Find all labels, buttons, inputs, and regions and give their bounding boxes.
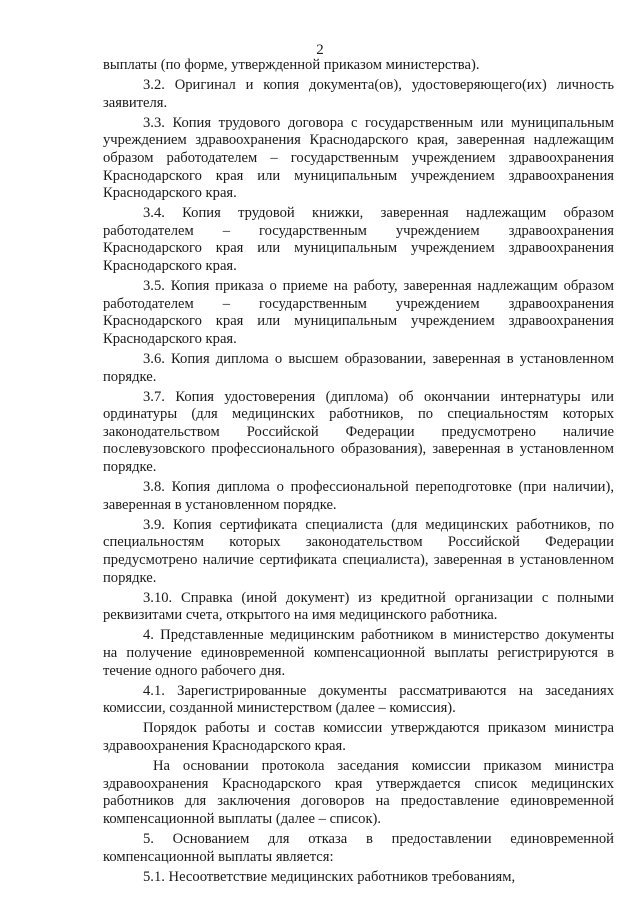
paragraph-payment-form: выплаты (по форме, утвержденной приказом министерства). xyxy=(103,57,480,73)
paragraph-4-1: 4.1. Зарегистрированные документы рассматриваются на заседаниях комиссии, созданной министерством (далее – комиссия). xyxy=(103,682,614,717)
paragraph-3-3: 3.3. Копия трудового договора с государственным или муниципальным учреждением здравоохранения Краснодарского края, заверенная надлежащим образом работодателем – государственным учреждением здравоохранения Краснодарского края или муниципальным учреждением здравоохранения Краснодарского края. xyxy=(103,114,614,202)
paragraph-3-2: 3.2. Оригинал и копия документа(ов), удостоверяющего(их) личность заявителя. xyxy=(103,77,614,111)
document-body xyxy=(103,57,614,886)
paragraph-3-8: 3.8. Копия диплома о профессиональной переподготовке (при наличии), заверенная в установленном порядке. xyxy=(103,479,614,513)
paragraph-3-6: 3.6. Копия диплома о высшем образовании, заверенная в установленном порядке. xyxy=(103,351,614,385)
paragraph-4: 4. Представленные медицинским работником в министерство документы на получение единовременной компенсационной выплаты регистрируются в течение одного рабочего дня. xyxy=(103,627,614,679)
page-number: 2 xyxy=(316,42,324,58)
paragraph-3-9: 3.9. Копия сертификата специалиста (для медицинских работников, по специальностям которых законодательством Российской Федерации предусмотрено наличие сертификата специалиста), заверенная в установленном порядке. xyxy=(103,516,614,586)
paragraph-protocol-list: На основании протокола заседания комиссии приказом министра здравоохранения Краснодарского края утверждается список медицинских работников для заключения договоров на предоставление единовременной компенсационной выплаты (далее – список). xyxy=(103,758,614,827)
paragraph-3-10: 3.10. Справка (иной документ) из кредитной организации с полными реквизитами счета, открытого на имя медицинского работника. xyxy=(103,589,614,624)
paragraph-3-5: 3.5. Копия приказа о приеме на работу, заверенная надлежащим образом работодателем – государственным учреждением здравоохранения Краснодарского края или муниципальным учреждением здравоохранения Краснодарского края. xyxy=(103,278,614,347)
paragraph-5: 5. Основанием для отказа в предоставлении единовременной компенсационной выплаты является: xyxy=(103,830,614,865)
paragraph-3-7: 3.7. Копия удостоверения (диплома) об окончании интернатуры или ординатуры (для медицинских работников, по специальностям которых законодательством Российской Федерации предусмотрено наличие послевузовского профессионального образования), заверенная в установленном порядке. xyxy=(103,388,614,476)
paragraph-commission-procedure: Порядок работы и состав комиссии утверждаются приказом министра здравоохранения Краснодарского края. xyxy=(103,720,614,754)
paragraph-5-1: 5.1. Несоответствие медицинских работников требованиям, xyxy=(143,868,516,885)
paragraph-3-4: 3.4. Копия трудовой книжки, заверенная надлежащим образом работодателем – государственным учреждением здравоохранения Краснодарского края или муниципальным учреждением здравоохранения Краснодарского края. xyxy=(103,205,614,275)
